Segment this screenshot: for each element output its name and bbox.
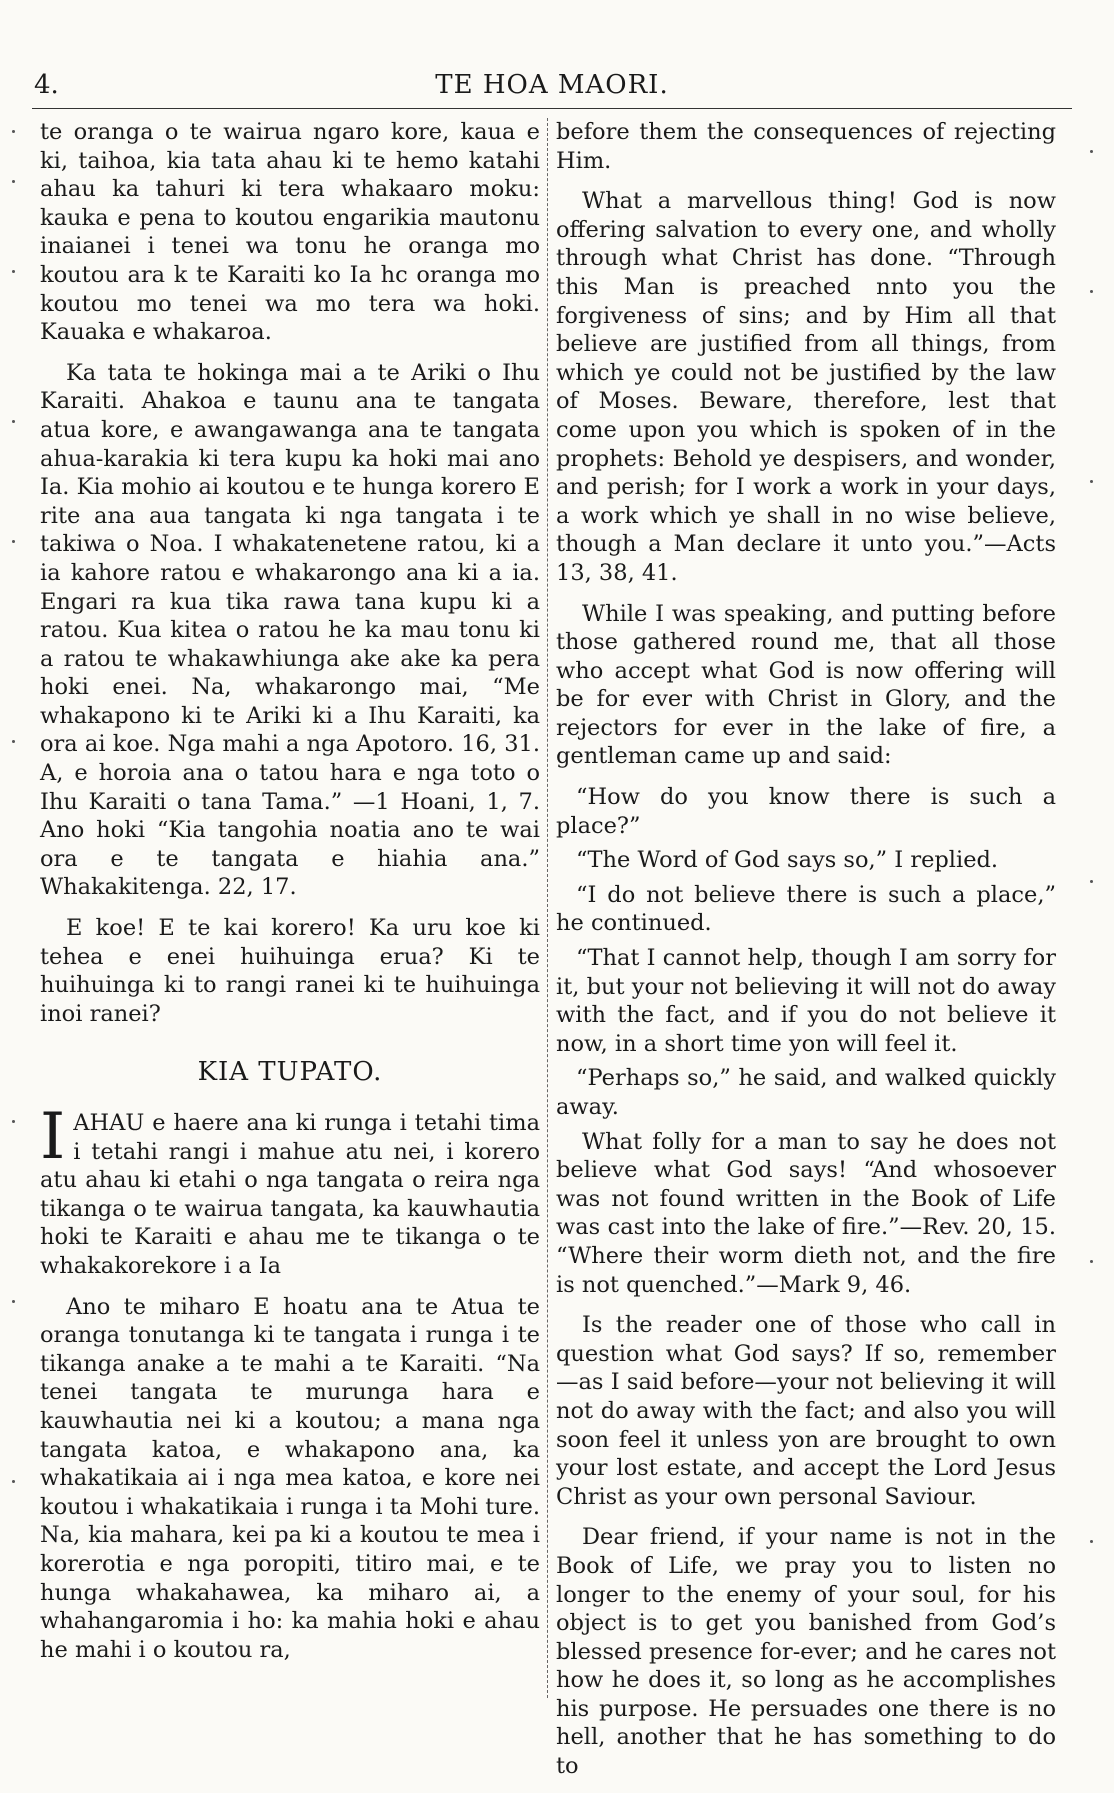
left-paragraph-1: te oranga o te wairua ngaro kore, kaua e ki, taihoa, kia tata ahau ki te hemo katahi ahau ka tahuri ki tera whakaaro moku: kauka e pena to koutou engarikia mautonu inaianei i tenei wa tonu he oranga mo koutou ara k te Karaiti ko Ia hc oranga mo koutou mo tenei wa mo tera wa hoki. Kauaka e whakaroa. [40, 119, 540, 346]
left-paragraph-3: E koe! E te kai korero! Ka uru koe ki tehea e enei huihuinga erua? Ki te huihuinga ki to rangi ranei ki te huihuinga inoi ranei? [40, 915, 540, 1027]
right-paragraph-6: Dear friend, if your name is not in the Book of Life, we pray you to listen no longer to the enemy of your soul, for his object is to get you banished from God’s blessed presence for-ever; and he cares not how he does it, so long as he accomplishes his purpose. He persuades one there is no hell, another that he has something to do to [556, 1524, 1056, 1780]
right-quote-2: “The Word of God says so,” I replied. [576, 847, 999, 874]
right-column [556, 118, 1056, 1793]
right-quote-4: “That I cannot help, though I am sorry for it, but your not believing it will not do away with the fact, and if you do not believe it now, in a short time yon will feel it. [556, 945, 1056, 1057]
right-paragraph-4: What folly for a man to say he does not believe what God says! “And whosoever was not found written in the Book of Life was cast into the lake of fire.”—Rev. 20, 15. “Where their worm dieth not, and the fire is not quenched.”—Mark 9, 46. [556, 1128, 1056, 1298]
section-paragraph-2: Ano te miharo E hoatu ana te Atua te oranga tonutanga ki te tangata i runga i te tikanga anake a te mahi a te Karaiti. “Na tenei tangata te murunga hara e kauwhautia nei ki a koutou; a mana nga tangata katoa, e whakapono ana, ka whakatikaia ai i nga mea katoa, e kore nei koutou i whakatikaia i runga i ta Mohi ture. Na, kia mahara, kei pa ki a koutou te mea i korerotia e nga poropiti, titiro mai, e te hunga whakahawea, ka miharo ai, a whahangaromia i ho: ka mahia hoki e ahau he mahi i o koutou ra, [40, 1293, 540, 1663]
right-paragraph-5: Is the reader one of those who call in question what God says? If so, remember —as I said before—your not believing it will not do away with the fact; and also you will soon feel it unless yon are brought to own your lost estate, and accept the Lord Jesus Christ as your own personal Saviour. [556, 1312, 1056, 1510]
page-header [32, 64, 1072, 109]
page-number: 4. [34, 70, 59, 100]
left-column [40, 118, 540, 1676]
right-paragraph-2: What a marvellous thing! God is now offering salvation to every one, and wholly through what Christ has done. “Through this Man is preached nnto you the forgiveness of sins; and by Him all that believe are justified from all things, from which ye could not be justified by the law of Moses. Beware, therefore, lest that come upon you which is spoken of in the prophets: Behold ye despisers, and wonder, and perish; for I work a work in your days, a work which ye shall in no wise believe, though a Man declare it unto you.”—Acts 13, 38, 41. [556, 188, 1056, 586]
section-paragraph-1-text: AHAU e haere ana ki runga i tetahi tima i tetahi rangi i mahue atu nei, i korero atu ahau ki etahi o nga tangata o reira nga tikanga o te wairua tangata, ka kauwhautia hoki te Karaiti e ahau me te tikanga o te whakakorekore i a Ia [40, 1110, 540, 1279]
section-paragraph-1 [40, 1100, 540, 1281]
left-margin-rule [12, 120, 18, 1700]
right-quote-1: “How do you know there is such a place?” [556, 784, 1056, 839]
right-quote-3: “I do not believe there is such a place,” he continued. [556, 881, 1056, 937]
running-title: TE HOA MAORI. [435, 70, 669, 100]
right-paragraph-1: before them the consequences of rejecting Him. [556, 119, 1056, 174]
section-heading: KIA TUPATO. [197, 1057, 383, 1088]
drop-cap: I [40, 1100, 66, 1174]
left-paragraph-2: Ka tata te hokinga mai a te Ariki o Ihu Karaiti. Ahakoa e taunu ana te tangata atua kore, e awangawanga ana te tangata ahua-karakia ki tera kupu ka hoki mai ano Ia. Kia mohio ai koutou e te hunga korero E rite ana aua tangata ki nga tangata i te takiwa o Noa. I whakatenetene ratou, ki a ia kahore ratou e whakarongo ana ki a ia. Engari ra kua tika rawa tana kupu ki a ratou. Kua kitea o ratou he ka mau tonu ki a ratou te whakawhiunga ake ake ka pera hoki enei. Na, whakarongo mai, “Me whakapono ki te Ariki ki a Ihu Karaiti, ka ora ai koe. Nga mahi a nga Apotoro. 16, 31. A, e horoia ana o tatou hara e nga toto o Ihu Karaiti o tana Tama.” —1 Hoani, 1, 7. Ano hoki “Kia tangohia noatia ano te wai ora e te tangata e hiahia ana.” Whakakitenga. 22, 17. [40, 359, 540, 901]
right-paragraph-3: While I was speaking, and putting before those gathered round me, that all those who accept what God is now offering will be for ever with Christ in Glory, and the rejectors for ever in the lake of fire, a gentleman came up and said: [556, 600, 1056, 770]
right-quote-5: “Perhaps so,” he said, and walked quickly away. [556, 1065, 1056, 1120]
column-divider [547, 118, 548, 1698]
right-margin-rule [1090, 120, 1096, 1700]
